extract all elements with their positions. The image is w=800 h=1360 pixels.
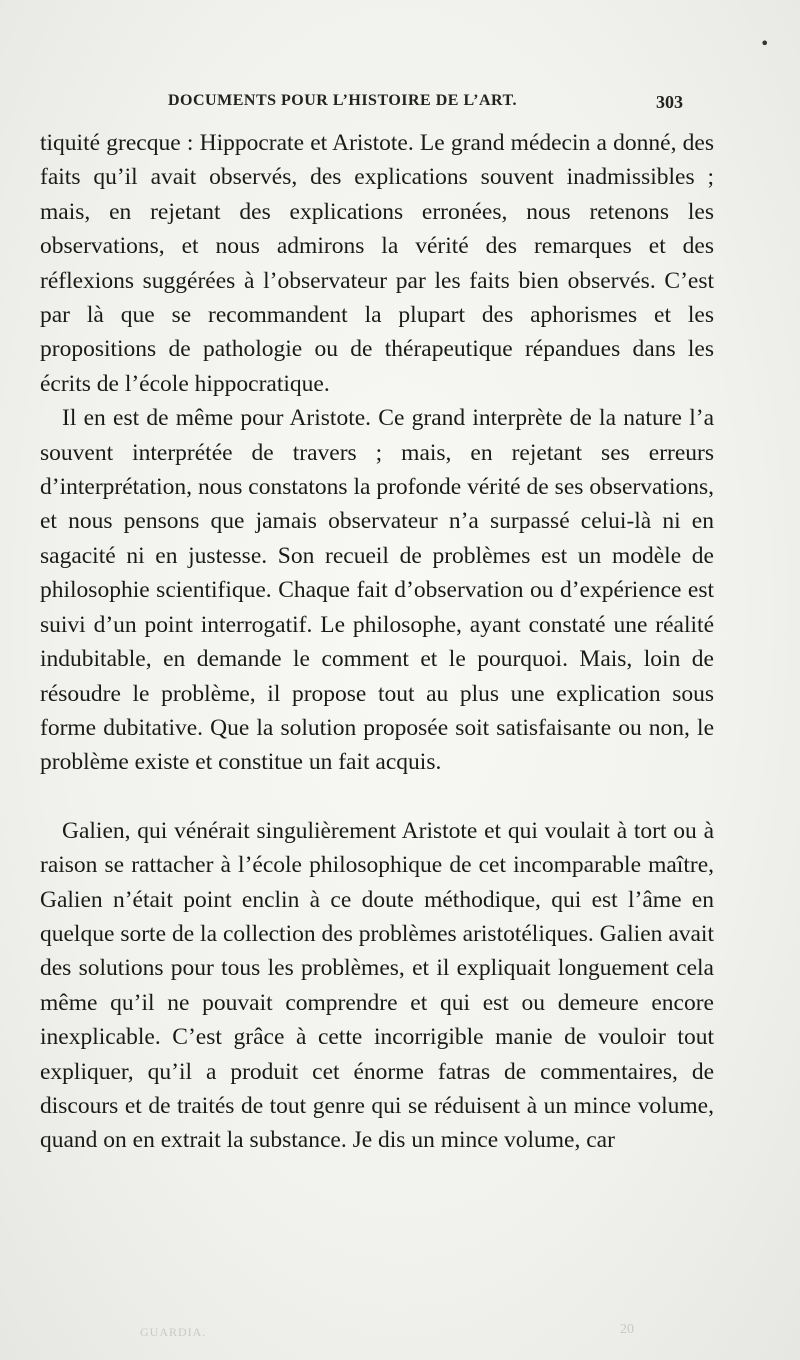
paragraph-aristote: Il en est de même pour Aristote. Ce grand interprète de la nature l’a souvent interprétée de travers ; mais, en rejetant ses erreurs d’interprétation, nous constatons la profonde vérité de ses observations, et nous pensons que jamais observateur n’a surpassé celui-là ni en sagacité ni en justesse. Son recueil de problèmes est un modèle de philosophie scientifique. Chaque fait d’observation ou d’expérience est suivi d’un point interrogatif. Le philosophe, ayant constaté une réalité indubitable, en demande le comment et le pourquoi. Mais, loin de résoudre le problème, il propose tout au plus une explication sous forme dubitative. Que la solution proposée soit satisfaisante ou non, le problème existe et constitue un fait acquis. <box>40 405 714 776</box>
running-header <box>0 92 800 122</box>
paragraph-galien: Galien, qui vénérait singulièrement Aristote et qui voulait à tort ou à raison se rattacher à l’école philosophique de cet incomparable maître, Galien n’était point enclin à ce doute méthodique, qui est l’âme en quelque sorte de la collection des problèmes aristotéliques. Galien avait des solutions pour tous les problèmes, et il expliquait longuement cela même qu’il ne pouvait comprendre et qui est ou demeure encore inexplicable. C’est grâce à cette incorrigible manie de vouloir tout expliquer, qu’il a produit cet énorme fatras de commentaires, de discours et de traités de tout genre qui se réduisent à un mince volume, quand on en extrait la substance. Je dis un mince volume, car <box>40 817 714 1154</box>
paragraph-hippocrate: tiquité grecque : Hippocrate et Aristote. Le grand médecin a donné, des faits qu’il avait observés, des explications souvent inadmissibles ; mais, en rejetant des explications erronées, nous retenons les observations, et nous admirons la vérité des remarques et des réflexions suggérées à l’observateur par les faits bien observés. C’est par là que se recommandent la plupart des aphorismes et les propositions de pathologie ou de thérapeutique répandues dans les écrits de l’école hippocratique. <box>40 130 714 397</box>
running-title: DOCUMENTS POUR L’HISTOIRE DE L’ART. <box>168 92 518 109</box>
signature-mark: GUARDIA. <box>140 1325 207 1339</box>
page-number: 303 <box>656 92 683 112</box>
sheet-number: 20 <box>620 1322 634 1337</box>
body-text <box>40 126 714 1158</box>
corner-ink-mark: • <box>760 34 770 53</box>
